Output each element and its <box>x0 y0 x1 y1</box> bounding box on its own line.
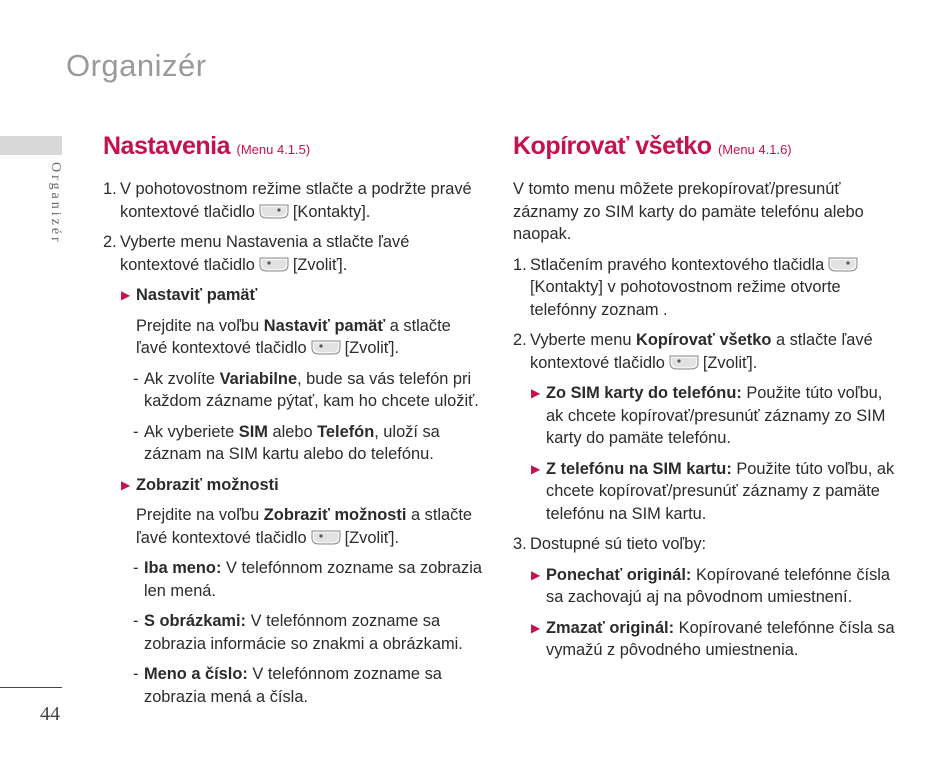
subsection-title: ▶ Zobraziť možnosti <box>121 474 483 497</box>
paragraph: Prejdite na voľbu Zobraziť možnosti a stlačte ľavé kontextové tlačidlo [Zvoliť]. <box>136 506 473 547</box>
dash-item: - Ak vyberiete SIM alebo Telefón, uloží sa záznam na SIM kartu alebo do telefónu. <box>133 422 440 463</box>
option-bullet: ▶ Zo SIM karty do telefónu: Použite túto voľbu, ak chcete kopírovať/presunúť záznamy zo SIM karty do pamäte telefónu. <box>531 382 903 450</box>
option-bullet: ▶ Zmazať originál: Kopírované telefónne čísla sa vymažú z pôvodného umiestnenia. <box>531 617 903 662</box>
right-softkey-icon <box>259 203 289 220</box>
page-number-rule <box>0 687 62 688</box>
left-softkey-icon <box>259 256 289 273</box>
section-heading-nastavenia: Nastavenia (Menu 4.1.5) <box>103 132 311 160</box>
dash-item: - Ak zvolíte Variabilne, bude sa vás telefón pri každom zázname pýtať, kam ho chcete uložiť. <box>133 369 479 410</box>
left-softkey-icon <box>311 339 341 356</box>
triangle-arrow-icon: ▶ <box>531 386 541 400</box>
page-number: 44 <box>40 703 60 725</box>
step-item: 2. Vyberte menu Nastavenia a stlačte ľavé kontextové tlačidlo [Zvoliť]. <box>103 233 410 274</box>
right-column <box>513 132 903 670</box>
dash-item: - Meno a číslo: V telefónnom zozname sa zobrazia mená a čísla. <box>133 665 442 706</box>
side-tab-marker <box>0 136 62 155</box>
section-heading-kopirovat: Kopírovať všetko (Menu 4.1.6) <box>513 132 792 160</box>
intro-paragraph: V tomto menu môžete prekopírovať/presunúť záznamy zo SIM karty do pamäte telefónu alebo naopak. <box>513 180 864 243</box>
side-chapter-label: Organizér <box>48 162 63 245</box>
step-item: 3. Dostupné sú tieto voľby: <box>513 535 707 553</box>
dash-item: - Iba meno: V telefónnom zozname sa zobrazia len mená. <box>133 559 483 600</box>
step-item: 1. Stlačením pravého kontextového tlačidla[Kontakty] v pohotovostnom režime otvorte telefónny zoznam . <box>513 254 903 322</box>
step-item: 2. Vyberte menu Kopírovať všetko a stlačte ľavé kontextové tlačidlo [Zvoliť]. <box>513 331 873 372</box>
paragraph: Prejdite na voľbu Nastaviť pamäť a stlačte ľavé kontextové tlačidlo [Zvoliť]. <box>136 316 451 357</box>
step-item: 1. V pohotovostnom režime stlačte a podržte pravé kontextové tlačidlo [Kontakty]. <box>103 180 472 221</box>
subsection-title: ▶ Nastaviť pamäť <box>121 284 483 307</box>
option-bullet: ▶ Ponechať originál: Kopírované telefónne čísla sa zachovajú aj na pôvodnom umiestnení. <box>531 564 903 609</box>
menu-number: (Menu 4.1.6) <box>717 142 792 157</box>
triangle-arrow-icon: ▶ <box>531 620 541 635</box>
left-softkey-icon <box>669 354 699 371</box>
left-softkey-icon <box>311 529 341 546</box>
menu-number: (Menu 4.1.5) <box>236 142 311 157</box>
triangle-arrow-icon: ▶ <box>121 477 131 492</box>
triangle-arrow-icon: ▶ <box>121 288 131 302</box>
right-softkey-icon <box>828 256 858 273</box>
triangle-arrow-icon: ▶ <box>531 461 541 476</box>
dash-item: - S obrázkami: V telefónnom zozname sa zobrazia informácie so znakmi a obrázkami. <box>133 612 463 653</box>
left-column <box>103 132 483 716</box>
option-bullet: ▶ Z telefónu na SIM kartu: Použite túto voľbu, ak chcete kopírovať/presunúť záznamy z pamäte telefónu na SIM kartu. <box>531 458 903 526</box>
chapter-title: Organizér <box>66 48 207 83</box>
triangle-arrow-icon: ▶ <box>531 567 541 582</box>
